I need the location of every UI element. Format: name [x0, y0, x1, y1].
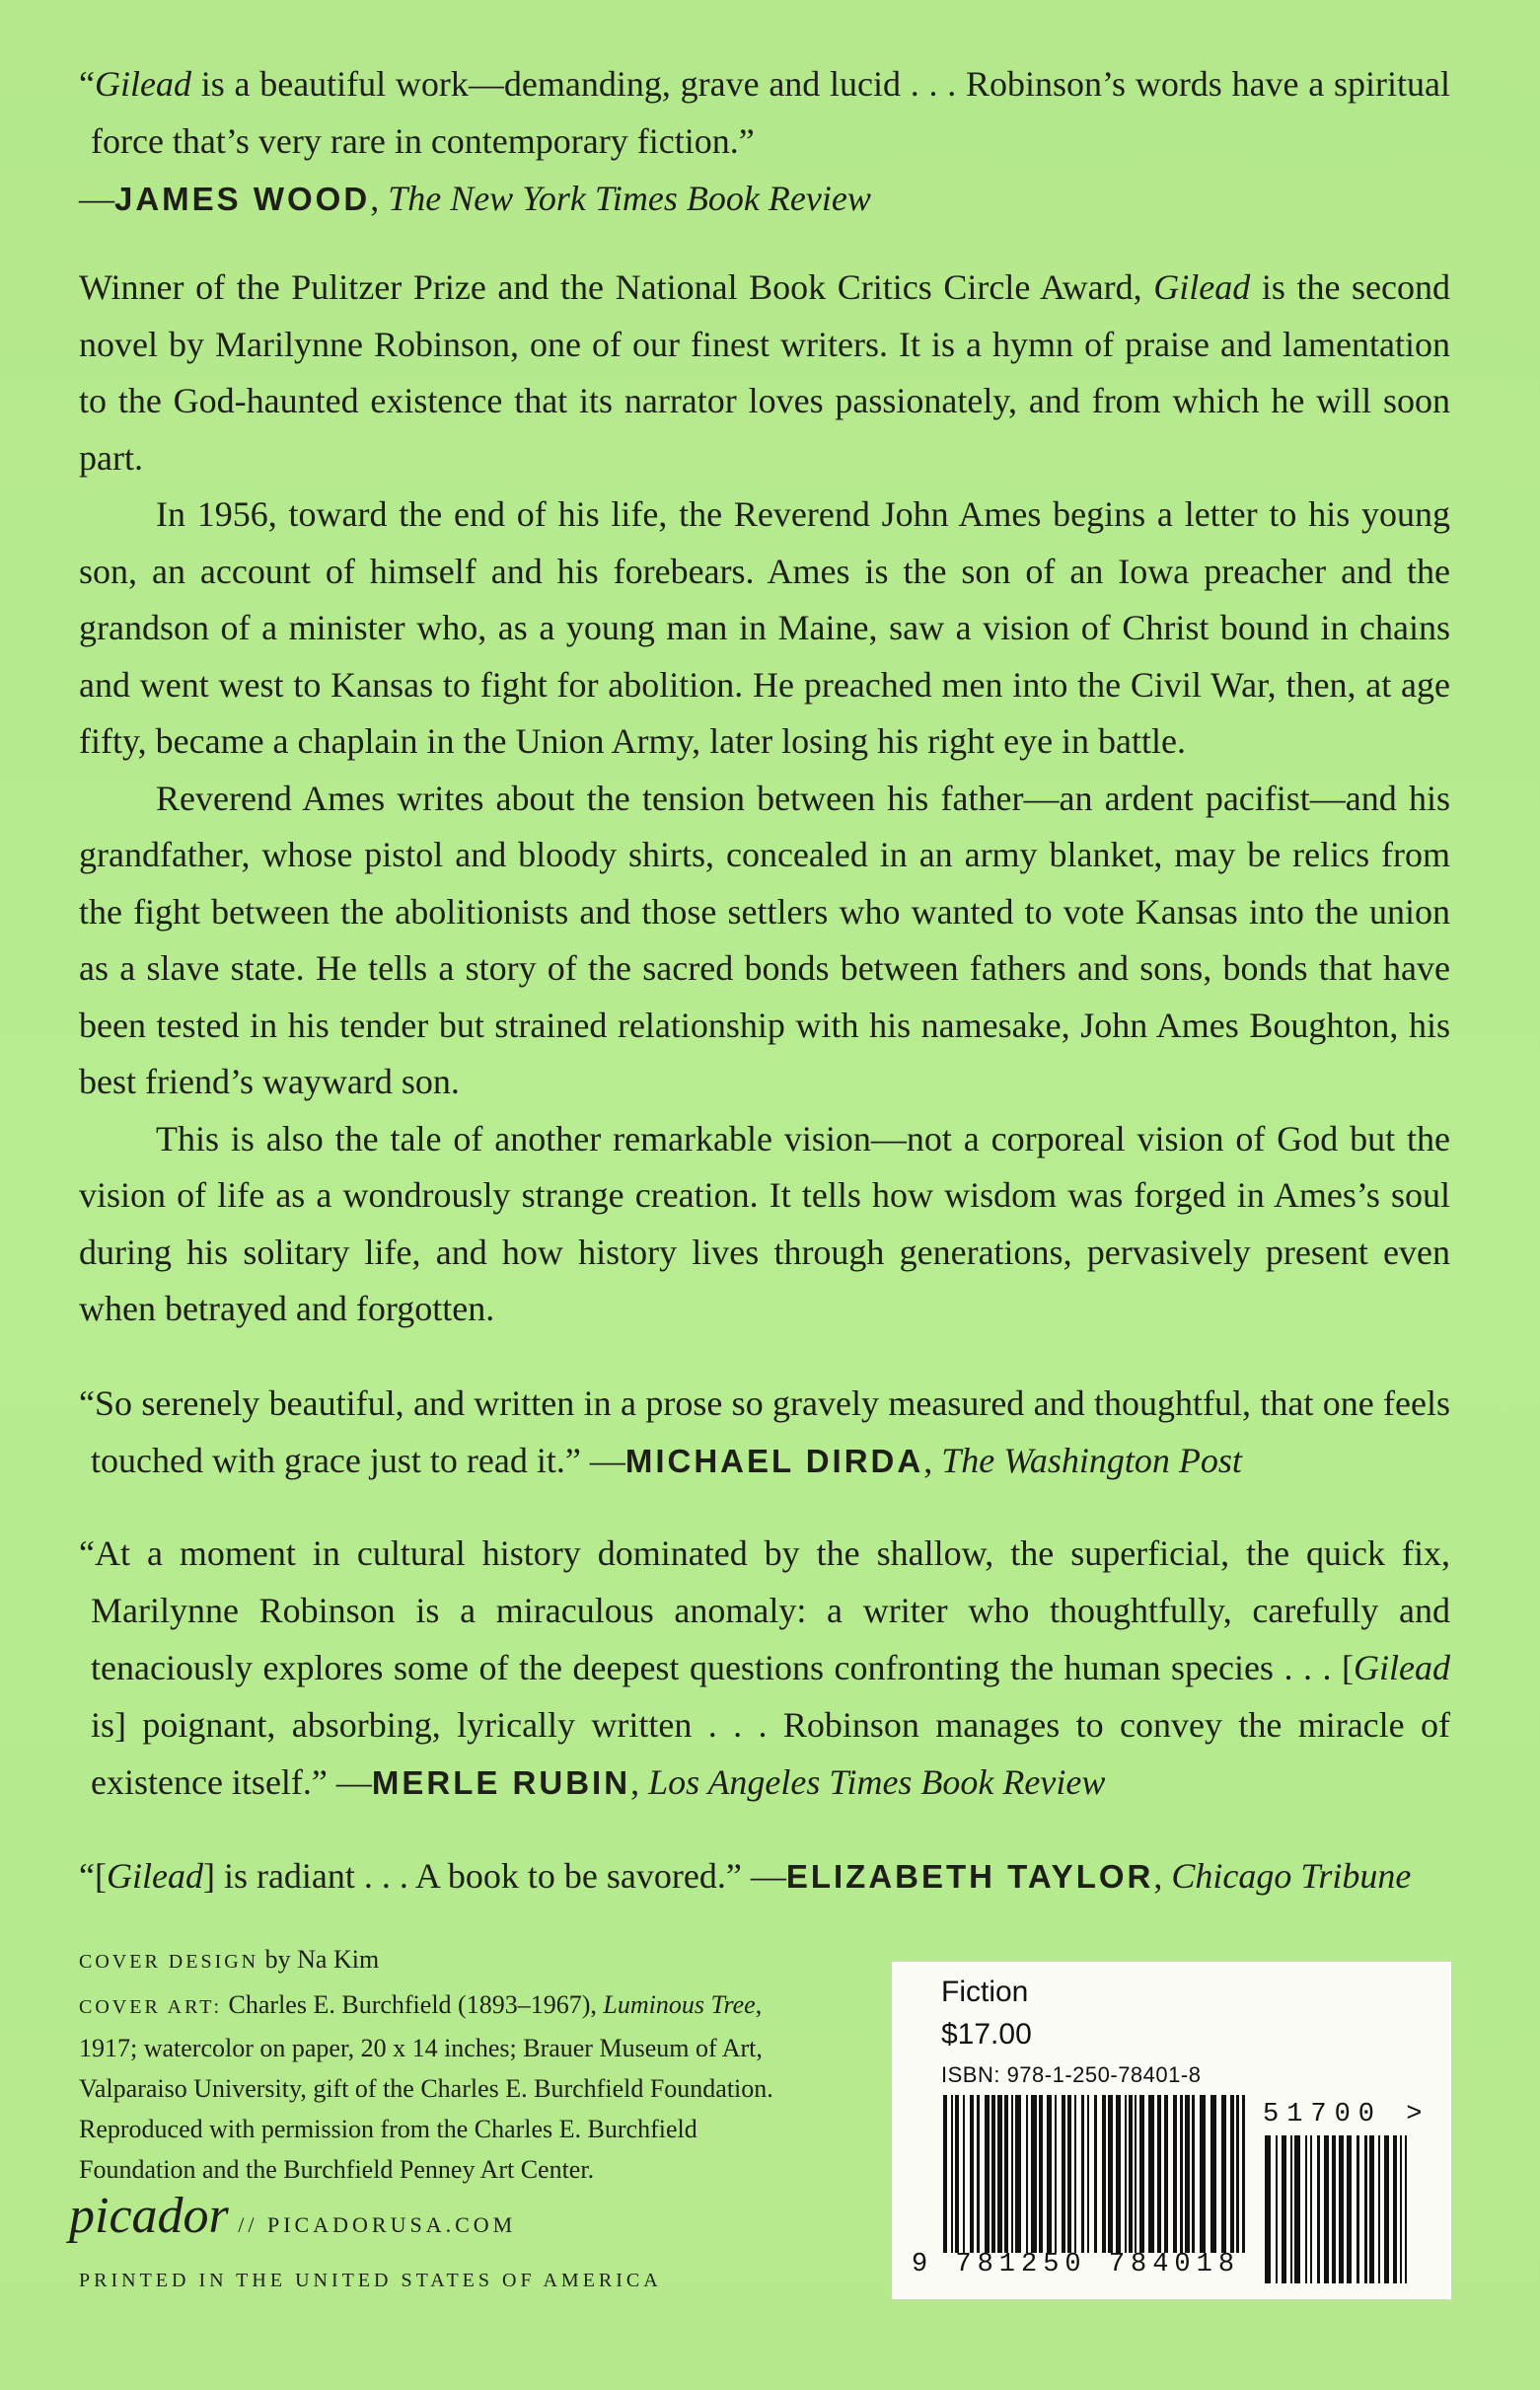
quote-attribution: [79, 170, 1450, 228]
barcode-bar: [1039, 2095, 1043, 2253]
quote-james-wood: [79, 55, 1450, 228]
barcode-bar: [1180, 2095, 1183, 2253]
open-quote: “: [79, 64, 95, 104]
attribution-sep: ,: [370, 179, 389, 218]
barcode-bar: [1210, 2095, 1216, 2253]
barcode-bar: [1332, 2135, 1336, 2283]
barcode-bar: [1164, 2095, 1168, 2253]
attribution-source: Chicago Tribune: [1171, 1856, 1412, 1896]
barcode-bar: [1157, 2095, 1161, 2253]
barcode-bar: [1102, 2095, 1106, 2253]
isbn-label: ISBN: 978-1-250-78401-8: [941, 2062, 1202, 2087]
attribution-source: The New York Times Book Review: [388, 179, 871, 218]
attribution-source: Los Angeles Times Book Review: [648, 1762, 1106, 1802]
description-paragraph-2: In 1956, toward the end of his life, the Reverend John Ames begins a letter to his young son, an account of himself and his forebears. Ames is the son of an Iowa preacher and the grandson of a minister who, as a young man in Maine, saw a vision of Christ bound in chains and went west to Kansas to fight for abolition. He preached men into the Civil War, then, at age fifty, became a chaplain in the Union Army, later losing his right eye in battle.: [79, 494, 1450, 761]
publisher-website: PICADORUSA.COM: [267, 2212, 517, 2237]
barcode-label: [891, 1961, 1452, 2300]
attribution-dash: —: [589, 1441, 625, 1480]
barcode-bar: [1400, 2135, 1402, 2283]
quote-text: [79, 55, 1450, 170]
barcode-bar: [1364, 2135, 1367, 2283]
barcode-bar: [1074, 2095, 1076, 2253]
quote-text: [79, 1375, 1450, 1490]
barcode-bar: [1087, 2095, 1089, 2253]
attribution-author: MERLE RUBIN: [371, 1764, 631, 1801]
barcode-bar: [1405, 2135, 1407, 2283]
barcode-bar: [1305, 2135, 1307, 2283]
barcode-bar: [1347, 2135, 1352, 2283]
quote-body-b: is] poignant, absorbing, lyrically written . . . Robinson manages to convey the miracle of existence itself.”: [91, 1705, 1450, 1802]
addon-digits: 51700 >: [1263, 2100, 1430, 2129]
quote-text: [79, 1525, 1450, 1812]
barcode-bar: [1004, 2095, 1008, 2253]
barcode-bar: [1200, 2095, 1206, 2253]
description-paragraph-4: This is also the tale of another remarkable vision—not a corporeal vision of God but the vision of life as a wondrously strange creation. It tells how wisdom was forged in Ames’s soul during his solitary life, and how history lives through generations, pervasively present even when betrayed and forgotten.: [79, 1118, 1450, 1328]
cover-design-credit: [79, 1939, 809, 1982]
attribution-sep: ,: [1153, 1856, 1172, 1896]
barcode-bar: [1135, 2095, 1137, 2253]
barcode-bar: [1357, 2135, 1359, 2283]
quote-work-title: Gilead: [106, 1856, 203, 1896]
barcode-bar: [1062, 2095, 1065, 2253]
barcode-bar: [1026, 2095, 1028, 2253]
isbn-barcode: [943, 2095, 1249, 2253]
barcode-bar: [1081, 2095, 1084, 2253]
p1-pre: Winner of the Pulitzer Prize and the National Book Critics Circle Award,: [79, 267, 1154, 307]
quote-body: “So serenely beautiful, and written in a prose so gravely measured and thoughtful, that one feels touched with grace just to read it.”: [79, 1383, 1450, 1480]
cover-art-post: , 1917; watercolor on paper, 20 x 14 inches; Brauer Museum of Art, Valparaiso University, gift of the Charles E. Burchfield Foundation. Reproduced with permission from the Charles E. Burchfield Foundation and the Burchfield Penney Art Center.: [79, 1990, 773, 2184]
attribution-dash: —: [335, 1762, 372, 1802]
cover-design-text: by Na Kim: [258, 1945, 380, 1974]
barcode-bar: [1047, 2095, 1052, 2253]
cover-art-pre: Charles E. Burchfield (1893–1967),: [222, 1990, 604, 2019]
barcode-bar: [1173, 2095, 1177, 2253]
barcode-bar: [970, 2095, 974, 2253]
attribution-author: JAMES WOOD: [114, 181, 371, 217]
attribution-dash: —: [79, 179, 114, 218]
barcode-bar: [1378, 2135, 1380, 2283]
attribution-sep: ,: [630, 1762, 649, 1802]
quote-work-title: Gilead: [1354, 1648, 1450, 1687]
barcode-bar: [1011, 2095, 1013, 2253]
attribution-sep: ,: [923, 1441, 942, 1480]
quote-michael-dirda: [79, 1375, 1450, 1490]
barcode-bar: [1276, 2135, 1278, 2283]
barcode-bar: [1129, 2095, 1133, 2253]
barcode-bar: [1393, 2135, 1397, 2283]
description-paragraph-1: [79, 260, 1450, 486]
barcode-bar: [955, 2095, 959, 2253]
publisher-line: [69, 2187, 516, 2245]
barcode-bar: [1282, 2135, 1286, 2283]
barcode-bar: [1192, 2095, 1195, 2253]
cover-design-label: COVER DESIGN: [79, 1951, 259, 1973]
cover-credits: [79, 1939, 809, 2190]
barcode-bar: [1139, 2095, 1144, 2253]
barcode-bar: [963, 2095, 965, 2253]
price-addon-barcode: [1265, 2135, 1413, 2283]
publisher-logo: picador: [69, 2188, 229, 2244]
barcode-bar: [1055, 2095, 1057, 2253]
barcode-bar: [1290, 2135, 1292, 2283]
barcode-bar: [1185, 2095, 1190, 2253]
barcode-bar: [1265, 2135, 1271, 2283]
barcode-bar: [1324, 2135, 1329, 2283]
category-label: Fiction: [941, 1976, 1029, 2008]
barcode-bar: [1015, 2095, 1021, 2253]
barcode-digits: 9 781250 784018: [912, 2250, 1241, 2279]
price-label: $17.00: [941, 2018, 1032, 2051]
quote-text: [79, 1847, 1450, 1905]
cover-art-label: COVER ART:: [79, 1996, 223, 2018]
barcode-bar: [1236, 2095, 1239, 2253]
description-paragraph-3: Reverend Ames writes about the tension between his father—an ardent pacifist—and his grandfather, whose pistol and bloody shirts, concealed in an army blanket, may be relics from the fight between the abolitionists and those settlers who wanted to vote Kansas into the union as a slave state. He tells a story of the sacred bonds between fathers and sons, bonds that have been tested in his tender but strained relationship with his namesake, John Ames Boughton, his best friend’s wayward son.: [79, 778, 1450, 1101]
barcode-bar: [977, 2095, 980, 2253]
barcode-bar: [991, 2095, 995, 2253]
book-description: [79, 260, 1450, 1338]
barcode-bar: [1294, 2135, 1300, 2283]
quote-merle-rubin: [79, 1525, 1450, 1812]
barcode-bar: [1369, 2135, 1374, 2283]
quote-body-a: “At a moment in cultural history dominated by the shallow, the superficial, the quick fix, Marilynne Robinson is a miraculous anomaly: a writer who thoughtfully, carefully and tenaciously explores some of the deepest questions confronting the human species . . . [: [79, 1533, 1450, 1687]
barcode-bar: [1067, 2095, 1071, 2253]
barcode-bar: [1317, 2135, 1320, 2283]
quote-work-title: Gilead: [94, 64, 191, 104]
attribution-author: ELIZABETH TAYLOR: [785, 1858, 1154, 1895]
printed-in-line: PRINTED IN THE UNITED STATES OF AMERICA: [79, 2270, 662, 2291]
barcode-bar: [1310, 2135, 1312, 2283]
barcode-bar: [1242, 2095, 1245, 2253]
barcode-bar: [1116, 2095, 1121, 2253]
barcode-bar: [943, 2095, 947, 2253]
barcode-bar: [1031, 2095, 1037, 2253]
cover-art-credit: [79, 1984, 809, 2190]
publisher-separator: //: [228, 2212, 267, 2237]
p1-post: is the second novel by Marilynne Robinson, one of our finest writers. It is a hymn of praise and lamentation to the God-haunted existence that its narrator loves passionately, and from which he will soon part.: [79, 267, 1450, 478]
barcode-bar: [1384, 2135, 1389, 2283]
barcode-bar: [951, 2095, 953, 2253]
attribution-source: The Washington Post: [941, 1441, 1242, 1480]
barcode-bar: [985, 2095, 990, 2253]
barcode-bar: [1221, 2095, 1226, 2253]
p1-work-title: Gilead: [1153, 267, 1251, 307]
barcode-bar: [1230, 2095, 1234, 2253]
barcode-bar: [1125, 2095, 1127, 2253]
attribution-author: MICHAEL DIRDA: [624, 1443, 924, 1479]
attribution-dash: —: [750, 1856, 786, 1896]
barcode-bar: [1108, 2095, 1113, 2253]
quote-body: ] is radiant . . . A book to be savored.”: [202, 1856, 751, 1896]
quote-body: is a beautiful work—demanding, grave and lucid . . . Robinson’s words have a spiritual force that’s very rare in contemporary fiction.”: [91, 64, 1450, 161]
quote-elizabeth-taylor: [79, 1847, 1450, 1905]
open-quote: “[: [79, 1856, 107, 1896]
barcode-bar: [1339, 2135, 1344, 2283]
barcode-bar: [1148, 2095, 1154, 2253]
barcode-bar: [1094, 2095, 1097, 2253]
cover-art-title: Luminous Tree: [603, 1990, 756, 2019]
barcode-bar: [997, 2095, 1002, 2253]
